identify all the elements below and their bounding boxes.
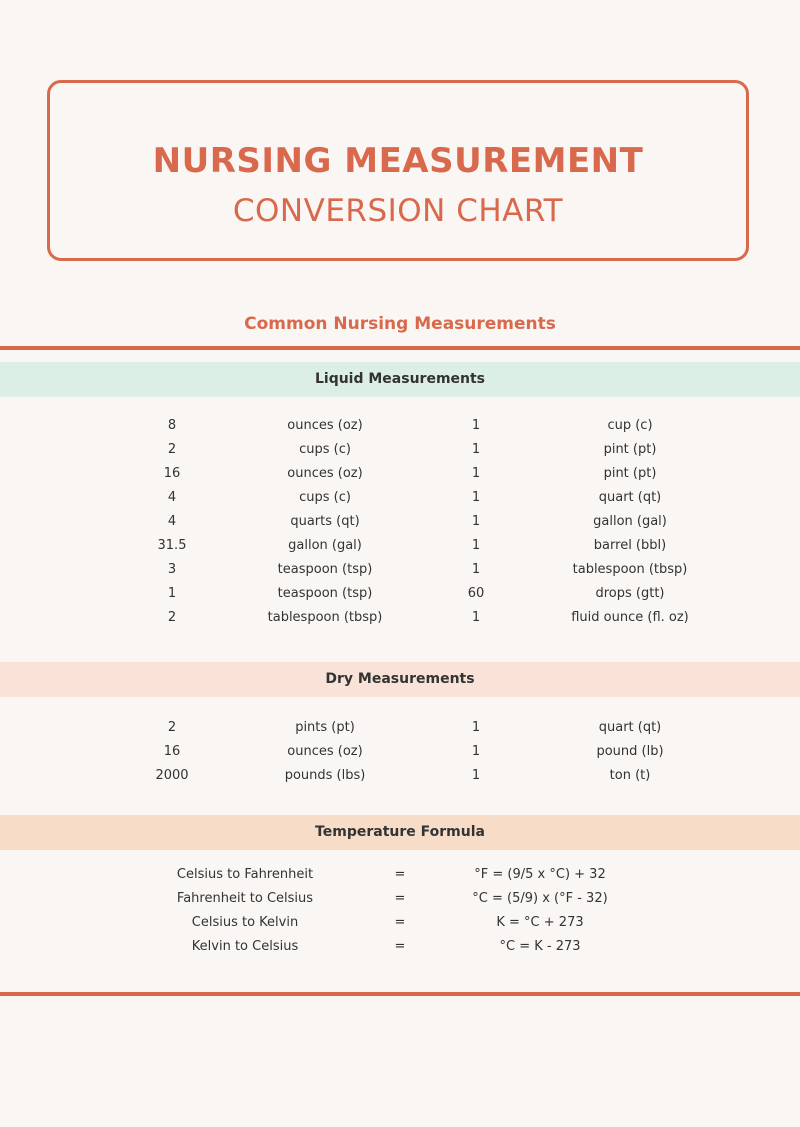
table-cell: 3 xyxy=(167,562,177,577)
table-row xyxy=(0,414,800,438)
table-cell: pounds (lbs) xyxy=(284,768,366,783)
table-cell: teaspoon (tsp) xyxy=(277,586,373,601)
table-cell: gallon (gal) xyxy=(593,514,667,529)
table-cell: 2000 xyxy=(155,768,189,783)
table-cell: ton (t) xyxy=(609,768,651,783)
table-cell: cup (c) xyxy=(607,418,653,433)
table-cell: cups (c) xyxy=(299,490,351,505)
bottom-divider xyxy=(0,992,800,996)
table-row xyxy=(0,911,800,935)
table-cell: 1 xyxy=(471,442,481,457)
table-cell: fluid ounce (fl. oz) xyxy=(571,610,689,625)
table-cell: 2 xyxy=(167,610,177,625)
table-cell: 1 xyxy=(471,514,481,529)
table-row xyxy=(0,558,800,582)
table-row xyxy=(0,716,800,740)
table-cell: 8 xyxy=(167,418,177,433)
table-cell: °C = K - 273 xyxy=(499,939,581,954)
table-cell: 4 xyxy=(167,490,177,505)
table-cell: 1 xyxy=(471,610,481,625)
table-cell: 4 xyxy=(167,514,177,529)
table-row xyxy=(0,462,800,486)
table-cell: Fahrenheit to Celsius xyxy=(176,891,314,906)
table-cell: 1 xyxy=(471,744,481,759)
table-cell: pint (pt) xyxy=(603,442,657,457)
table-cell: 1 xyxy=(471,466,481,481)
table-cell: 1 xyxy=(471,538,481,553)
table-row xyxy=(0,887,800,911)
table-cell: = xyxy=(394,891,406,906)
table-cell: Celsius to Kelvin xyxy=(191,915,299,930)
table-cell: 2 xyxy=(167,442,177,457)
page-title: NURSING MEASUREMENT xyxy=(152,141,644,181)
top-divider xyxy=(0,346,800,350)
table-row xyxy=(0,606,800,630)
table-cell: tablespoon (tbsp) xyxy=(572,562,688,577)
liquid-heading: Liquid Measurements xyxy=(0,362,800,397)
section-title: Common Nursing Measurements xyxy=(244,314,556,334)
table-cell: 60 xyxy=(467,586,485,601)
table-cell: teaspoon (tsp) xyxy=(277,562,373,577)
table-cell: 1 xyxy=(471,768,481,783)
table-row xyxy=(0,534,800,558)
table-cell: Kelvin to Celsius xyxy=(191,939,299,954)
table-cell: quarts (qt) xyxy=(290,514,360,529)
table-cell: quart (qt) xyxy=(598,720,662,735)
table-row xyxy=(0,863,800,887)
table-row xyxy=(0,510,800,534)
table-row xyxy=(0,764,800,788)
table-cell: cups (c) xyxy=(299,442,351,457)
table-cell: 1 xyxy=(471,490,481,505)
table-row xyxy=(0,582,800,606)
table-cell: 16 xyxy=(163,744,181,759)
table-cell: 16 xyxy=(163,466,181,481)
table-cell: = xyxy=(394,915,406,930)
table-cell: 31.5 xyxy=(157,538,187,553)
table-cell: = xyxy=(394,867,406,882)
table-cell: K = °C + 273 xyxy=(496,915,584,930)
table-cell: 1 xyxy=(471,562,481,577)
table-cell: gallon (gal) xyxy=(288,538,362,553)
table-cell: ounces (oz) xyxy=(287,418,363,433)
table-cell: 1 xyxy=(167,586,177,601)
table-cell: ounces (oz) xyxy=(287,744,363,759)
table-row xyxy=(0,438,800,462)
table-cell: quart (qt) xyxy=(598,490,662,505)
table-cell: 2 xyxy=(167,720,177,735)
table-cell: pints (pt) xyxy=(295,720,355,735)
dry-heading: Dry Measurements xyxy=(0,662,800,697)
page-subtitle: CONVERSION CHART xyxy=(232,193,564,229)
table-cell: Celsius to Fahrenheit xyxy=(176,867,314,882)
table-cell: pound (lb) xyxy=(596,744,664,759)
table-cell: barrel (bbl) xyxy=(593,538,667,553)
table-cell: ounces (oz) xyxy=(287,466,363,481)
table-cell: pint (pt) xyxy=(603,466,657,481)
table-row xyxy=(0,740,800,764)
table-cell: °C = (5/9) x (°F - 32) xyxy=(472,891,608,906)
table-cell: = xyxy=(394,939,406,954)
table-cell: drops (gtt) xyxy=(595,586,665,601)
table-row xyxy=(0,486,800,510)
temperature-heading: Temperature Formula xyxy=(0,815,800,850)
table-cell: °F = (9/5 x °C) + 32 xyxy=(474,867,606,882)
table-cell: tablespoon (tbsp) xyxy=(267,610,383,625)
table-cell: 1 xyxy=(471,720,481,735)
table-row xyxy=(0,935,800,959)
title-box xyxy=(47,80,749,261)
table-cell: 1 xyxy=(471,418,481,433)
